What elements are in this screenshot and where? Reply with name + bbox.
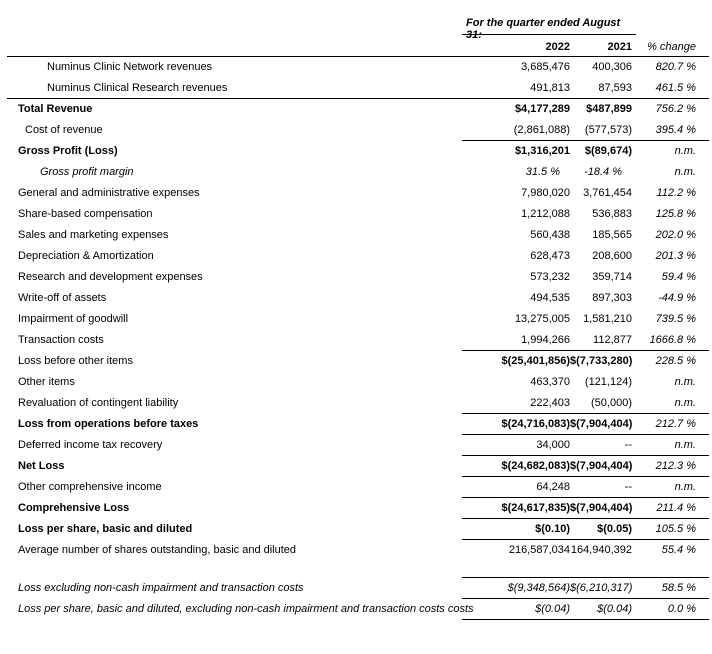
table-row [7,99,709,120]
value-2022: 491,813 [530,82,570,94]
row-label: Loss per share, basic and diluted, excluding non-cash impairment and transaction costs costs [18,603,474,615]
value-change: 461.5 % [655,82,696,94]
value-change: 125.8 % [655,208,696,220]
row-label: Average number of shares outstanding, basic and diluted [18,544,297,556]
value-2021: 164,940,392 [570,544,632,556]
table-row [7,414,709,435]
row-label: Numinus Clinic Network revenues [47,61,213,73]
value-change: 820.7 % [655,61,696,73]
value-change: n.m. [674,397,696,409]
row-label: Numinus Clinical Research revenues [47,82,228,94]
value-2021: -- [624,439,632,451]
row-label: Deferred income tax recovery [18,439,163,451]
column-header-2022: 2022 [545,41,570,53]
row-label: Gross Profit (Loss) [18,145,118,157]
value-change: n.m. [674,166,696,178]
table-row [7,498,709,519]
value-2022: $(24,716,083) [501,418,570,430]
value-2021: $(7,904,404) [570,502,633,514]
table-row [7,540,709,561]
value-change: 201.3 % [655,250,696,262]
row-label: Total Revenue [18,103,93,115]
row-label: Revaluation of contingent liability [18,397,179,409]
value-2022: 573,232 [530,271,570,283]
row-label: Loss from operations before taxes [18,418,199,430]
row-label: General and administrative expenses [18,187,200,199]
value-2022: 494,535 [530,292,570,304]
table-row-adjusted [7,578,709,599]
row-label: Other items [18,376,75,388]
income-statement-table [7,57,709,622]
table-row [7,141,709,162]
value-2021: $(89,674) [584,145,632,157]
table-row [7,456,709,477]
value-2021: $(6,210,317) [570,582,633,594]
value-2022: $(0.10) [535,523,570,535]
table-row [7,183,709,204]
table-row [7,393,709,414]
value-2021: $487,899 [586,103,632,115]
value-2021: 208,600 [592,250,632,262]
value-2022: 64,248 [536,481,570,493]
table-row [7,330,709,351]
value-2021: -- [624,481,632,493]
table-row [7,120,709,141]
table-row [7,204,709,225]
value-2022: $(9,348,564) [507,582,570,594]
value-2021: 1,581,210 [583,313,632,325]
value-2021: -18.4 % [584,166,622,178]
row-label: Depreciation & Amortization [18,250,154,262]
value-2021: 536,883 [592,208,632,220]
table-row [7,57,709,78]
value-change: n.m. [674,145,696,157]
table-row [7,78,709,99]
table-row-adjusted [7,599,709,620]
value-2021: 359,714 [592,271,632,283]
value-2021: $(0.04) [597,603,632,615]
value-change: n.m. [674,376,696,388]
value-change: 212.3 % [655,460,696,472]
value-2022: $(24,617,835) [501,502,570,514]
value-change: 1666.8 % [649,334,696,346]
value-2022: $1,316,201 [514,145,570,157]
value-2021: 185,565 [592,229,632,241]
value-change: n.m. [674,439,696,451]
row-label: Transaction costs [18,334,104,346]
value-change: 212.7 % [655,418,696,430]
value-2022: 34,000 [536,439,570,451]
table-row [7,372,709,393]
value-2022: $(24,682,083) [501,460,570,472]
value-2022: $4,177,289 [514,103,570,115]
value-2022: 216,587,034 [508,544,570,556]
value-2021: (121,124) [584,376,632,388]
value-2021: (577,573) [584,124,632,136]
row-label: Sales and marketing expenses [18,229,169,241]
value-2021: 3,761,454 [583,187,632,199]
row-label: Other comprehensive income [18,481,162,493]
table-row [7,477,709,498]
value-2022: 628,473 [530,250,570,262]
value-2021: $(7,904,404) [570,418,633,430]
row-label: Write-off of assets [18,292,107,304]
value-change: 105.5 % [655,523,696,535]
value-2022: 1,212,088 [521,208,570,220]
row-label: Share-based compensation [18,208,153,220]
value-change: 211.4 % [656,502,696,514]
table-row [7,288,709,309]
row-label: Net Loss [18,460,65,472]
table-row [7,162,709,183]
value-2021: $(0.05) [597,523,632,535]
value-2022: 31.5 % [525,166,560,178]
table-row [7,267,709,288]
value-2021: $(7,904,404) [570,460,633,472]
column-header-period: For the quarter ended August 31: [466,17,621,41]
value-2022: $(25,401,856) [501,355,570,367]
table-row [7,435,709,456]
value-2021: 400,306 [592,61,632,73]
value-2022: 3,685,476 [521,61,570,73]
value-2021: 87,593 [598,82,632,94]
value-2021: $(7,733,280) [570,355,633,367]
value-2022: 222,403 [530,397,570,409]
value-2022: 1,994,266 [521,334,570,346]
table-row [7,246,709,267]
header-divider [462,34,636,35]
row-label: Loss before other items [18,355,133,367]
value-2021: 112,877 [593,334,632,346]
value-2021: (50,000) [591,397,632,409]
value-change: 0.0 % [667,603,696,615]
table-row [7,351,709,372]
column-header-change: % change [647,41,696,53]
value-change: 739.5 % [655,313,696,325]
value-change: 59.4 % [661,271,696,283]
value-change: 756.2 % [655,103,696,115]
row-label: Loss per share, basic and diluted [18,523,193,535]
value-change: 55.4 % [661,544,696,556]
value-2022: 7,980,020 [521,187,570,199]
value-2022: 13,275,005 [514,313,570,325]
value-2022: 463,370 [530,376,570,388]
table-bottom-rule [7,620,709,622]
value-2022: $(0.04) [535,603,570,615]
value-change: n.m. [674,481,696,493]
row-label: Loss excluding non-cash impairment and transaction costs [18,582,304,594]
value-change: -44.9 % [658,292,696,304]
table-row [7,225,709,246]
value-change: 58.5 % [661,582,696,594]
row-label: Cost of revenue [25,124,103,136]
value-2022: (2,861,088) [513,124,570,136]
row-label: Comprehensive Loss [18,502,130,514]
value-change: 112.2 % [656,187,696,199]
section-spacer [7,561,709,578]
column-header-2021: 2021 [607,41,632,53]
row-label: Gross profit margin [40,166,134,178]
table-row [7,309,709,330]
value-change: 395.4 % [655,124,696,136]
row-label: Impairment of goodwill [18,313,129,325]
table-row [7,519,709,540]
value-2022: 560,438 [530,229,570,241]
value-2021: 897,303 [592,292,632,304]
value-change: 202.0 % [655,229,696,241]
row-label: Research and development expenses [18,271,203,283]
value-change: 228.5 % [655,355,696,367]
